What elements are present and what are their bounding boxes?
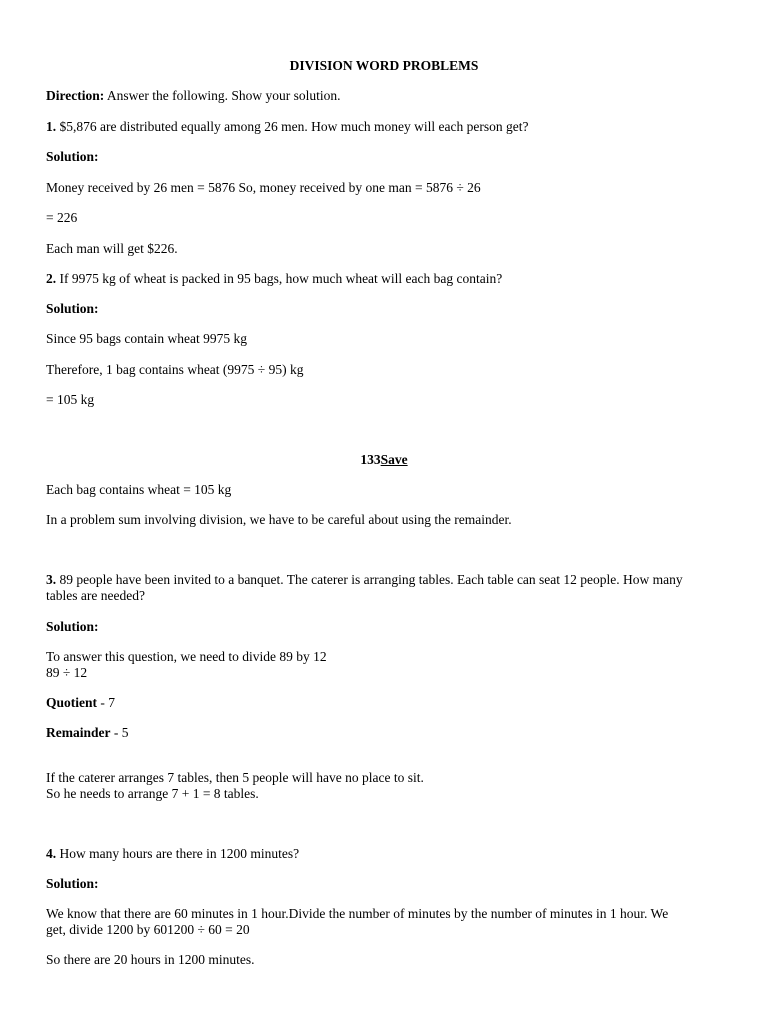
- question-4: 4. How many hours are there in 1200 minutes?: [46, 846, 300, 861]
- quotient-line: Quotient - 7: [46, 695, 116, 710]
- continuation-line-1: Each bag contains wheat = 105 kg: [46, 482, 232, 497]
- question-2: 2. If 9975 kg of wheat is packed in 95 bags, how much wheat will each bag contain?: [46, 271, 503, 286]
- q4-solution-line-2: get, divide 1200 by 601200 ÷ 60 = 20: [46, 922, 250, 937]
- q3-conclusion-line-1: If the caterer arranges 7 tables, then 5 people will have no place to sit.: [46, 770, 424, 785]
- question-3: 3. 89 people have been invited to a banquet. The caterer is arranging tables. Each table can seat 12 people. How many: [46, 572, 683, 587]
- q2-solution-line-2: Therefore, 1 bag contains wheat (9975 ÷ 95) kg: [46, 362, 304, 377]
- q4-solution-line-1: We know that there are 60 minutes in 1 hour.Divide the number of minutes by the number of minutes in 1 hour. We: [46, 906, 669, 921]
- remainder-line: Remainder - 5: [46, 725, 129, 740]
- q1-solution-line-2: = 226: [46, 210, 78, 225]
- continuation-line-2: In a problem sum involving division, we have to be careful about using the remainder.: [46, 512, 512, 527]
- save-link[interactable]: Save: [380, 452, 408, 467]
- question-1: 1. $5,876 are distributed equally among 26 men. How much money will each person get?: [46, 119, 529, 134]
- q1-solution-line-1: Money received by 26 men = 5876 So, money received by one man = 5876 ÷ 26: [46, 180, 481, 195]
- direction-line: Direction: Answer the following. Show your solution.: [46, 88, 341, 103]
- solution-label-1: Solution:: [46, 149, 99, 164]
- q1-answer: Each man will get $226.: [46, 241, 178, 256]
- q4-answer: So there are 20 hours in 1200 minutes.: [46, 952, 255, 967]
- page-title: DIVISION WORD PROBLEMS: [289, 58, 479, 73]
- question-3-line-2: tables are needed?: [46, 588, 145, 603]
- page-marker: [46, 452, 722, 468]
- q2-solution-line-3: = 105 kg: [46, 392, 95, 407]
- q3-conclusion-line-2: So he needs to arrange 7 + 1 = 8 tables.: [46, 786, 259, 801]
- q3-solution-line-2: 89 ÷ 12: [46, 665, 88, 680]
- solution-label-4: Solution:: [46, 876, 99, 891]
- q2-solution-line-1: Since 95 bags contain wheat 9975 kg: [46, 331, 247, 346]
- solution-label-2: Solution:: [46, 301, 99, 316]
- page-number: 133: [360, 452, 381, 467]
- solution-label-3: Solution:: [46, 619, 99, 634]
- q3-solution-line-1: To answer this question, we need to divide 89 by 12: [46, 649, 327, 664]
